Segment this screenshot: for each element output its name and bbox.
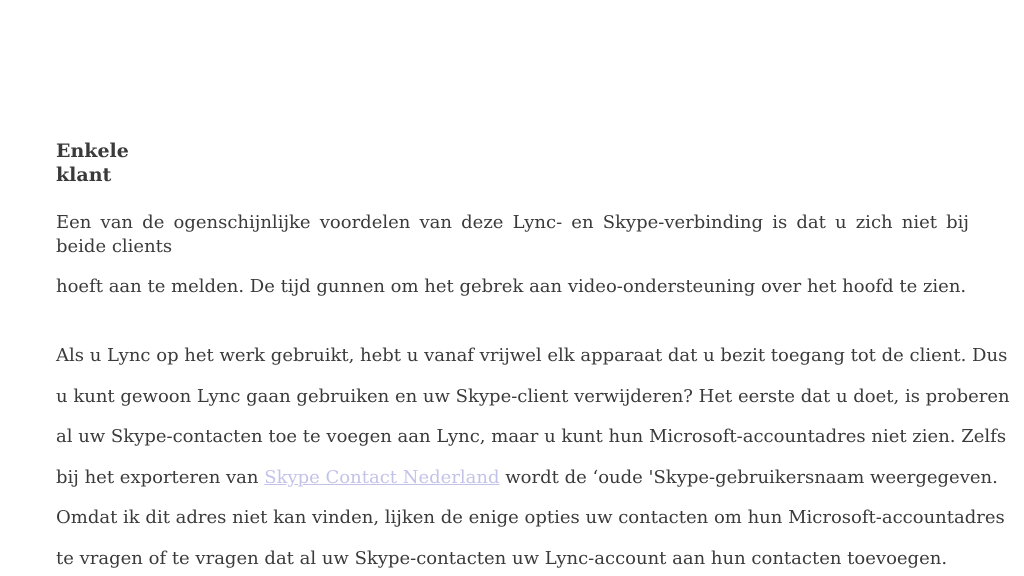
heading-line-2: klant [56, 164, 112, 186]
paragraph-intro: Een van de ogenschijnlijke voordelen van deze Lync- en Skype-verbinding is dat u zich niet bij beide clients [56, 212, 969, 257]
body-line-4 [56, 458, 998, 499]
paragraph-body [56, 336, 1010, 576]
section-heading [56, 139, 129, 187]
body-line-1: Als u Lync op het werk gebruikt, hebt u vanaf vrijwel elk apparaat dat u bezit toegang tot de client. Dus [56, 345, 1008, 366]
heading-line-1: Enkele [56, 140, 129, 162]
body-line-3: al uw Skype-contacten toe te voegen aan Lync, maar u kunt hun Microsoft-accountadres niet zien. Zelfs [56, 426, 1007, 448]
body-line-4-start: bij het exporteren van [56, 466, 265, 488]
body-line-4-end: wordt de ‘oude 'Skype-gebruikersnaam weergegeven. [499, 466, 998, 488]
document-page [56, 0, 1010, 576]
skype-contact-link[interactable]: Skype Contact Nederland [264, 466, 500, 488]
body-line-5: Omdat ik dit adres niet kan vinden, lijken de enige opties uw contacten om hun Microsoft-accountadres [56, 507, 1005, 529]
paragraph-intro-continuation: hoeft aan te melden. De tijd gunnen om het gebrek aan video-ondersteuning over het hoofd te zien. [56, 276, 967, 297]
body-line-2: u kunt gewoon Lync gaan gebruiken en uw Skype-client verwijderen? Het eerste dat u doet, is proberen [56, 385, 1010, 407]
body-line-6: te vragen of te vragen dat al uw Skype-contacten uw Lync-account aan hun contacten toevoegen. [56, 547, 948, 569]
